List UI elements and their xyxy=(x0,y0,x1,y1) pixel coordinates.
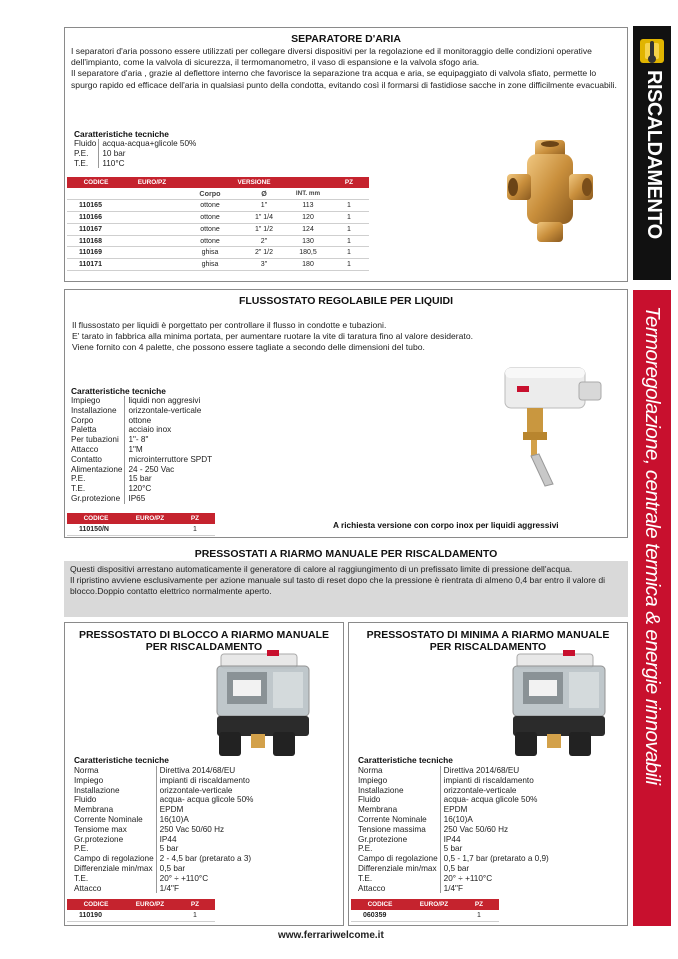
spec-value: 10 bar xyxy=(102,148,126,158)
spec-key: Norma xyxy=(74,766,156,776)
spec-key: Corrente Nominale xyxy=(74,815,156,825)
product-pz: 1 xyxy=(329,235,369,247)
product-price xyxy=(409,910,459,922)
spec-row xyxy=(358,844,549,854)
page-number: 45 xyxy=(646,929,658,940)
product-diameter: 2" 1/2 xyxy=(241,247,287,259)
inox-note: A richiesta versione con corpo inox per liquidi aggressivi xyxy=(333,520,559,530)
spec-row xyxy=(358,766,549,776)
product-pz: 1 xyxy=(459,910,499,922)
spec-row xyxy=(358,864,549,874)
spec-value: ottone xyxy=(128,415,152,425)
header-code: CODICE xyxy=(67,513,125,524)
product-price xyxy=(125,200,179,212)
spec-row xyxy=(74,776,253,786)
spec-value: 0,5 bar xyxy=(443,863,470,873)
spec-value: 1/4"F xyxy=(443,883,463,893)
spec-value: microinterruttore SPDT xyxy=(128,454,213,464)
product-corpo: ottone xyxy=(179,212,241,224)
spec-value: 0,5 - 1,7 bar (pretarato a 0,9) xyxy=(443,854,549,864)
spec-row xyxy=(358,835,549,845)
spec-value: 2 - 4,5 bar (pretarato a 3) xyxy=(159,854,252,864)
title-line: PER RISCALDAMENTO xyxy=(429,641,547,653)
product-int: 180,5 xyxy=(287,247,329,259)
product-corpo: ghisa xyxy=(179,259,241,271)
pressostati-description xyxy=(70,564,626,598)
spec-value: acqua- acqua glicole 50% xyxy=(443,795,538,805)
header-code: CODICE xyxy=(351,899,409,910)
spec-value: orizzontale-verticale xyxy=(443,785,517,795)
spec-row xyxy=(71,465,212,475)
spec-row xyxy=(74,835,253,845)
separatore-description xyxy=(71,46,622,91)
header-code: CODICE xyxy=(67,177,125,188)
table-row xyxy=(67,259,369,271)
specs-title: Caratteristiche tecniche xyxy=(71,386,166,396)
table-row xyxy=(351,910,499,922)
paragraph: Il flussostato per liquidi è porgettato per controllare il flusso in condotte e tubazioni. xyxy=(72,320,387,330)
header-price: EURO/PZ xyxy=(125,899,175,910)
spec-row xyxy=(358,795,549,805)
spec-row xyxy=(71,396,212,406)
spec-value: 0,5 bar xyxy=(159,863,186,873)
spec-row xyxy=(358,884,549,894)
spec-row xyxy=(71,416,212,426)
spec-value: 16(10)A xyxy=(443,814,473,824)
product-pz: 1 xyxy=(175,910,215,922)
section-title: FLUSSOSTATO REGOLABILE PER LIQUIDI xyxy=(238,295,454,307)
spec-row xyxy=(74,766,253,776)
product-table xyxy=(67,177,369,271)
thermometer-icon xyxy=(637,35,667,67)
spec-key: Per tubazioni xyxy=(71,435,125,445)
header-price: EURO/PZ xyxy=(125,177,179,188)
flussostato-section xyxy=(64,289,628,538)
spec-key: Gr.protezione xyxy=(71,494,125,504)
product-code: 110171 xyxy=(67,259,125,271)
product-diameter: 1" 1/4 xyxy=(241,212,287,224)
spec-row xyxy=(71,455,212,465)
spec-value: 250 Vac 50/60 Hz xyxy=(443,824,509,834)
product-code: 110167 xyxy=(67,223,125,235)
spec-row xyxy=(71,484,212,494)
product-price xyxy=(125,247,179,259)
spec-key: Membrana xyxy=(358,805,440,815)
spec-row xyxy=(358,805,549,815)
product-pz: 1 xyxy=(175,524,215,536)
spec-row xyxy=(74,139,196,149)
spec-value: liquidi non aggresivi xyxy=(128,396,201,405)
spec-value: 16(10)A xyxy=(159,814,189,824)
product-diameter: 3" xyxy=(241,259,287,271)
table-row xyxy=(67,200,369,212)
spec-row xyxy=(358,825,549,835)
header-pz: PZ xyxy=(329,177,369,188)
spec-row xyxy=(358,776,549,786)
spec-value: 5 bar xyxy=(443,844,463,854)
header-price: EURO/PZ xyxy=(409,899,459,910)
product-pz: 1 xyxy=(329,200,369,212)
spec-key: Membrana xyxy=(74,805,156,815)
product-diameter: 2" xyxy=(241,235,287,247)
minima-section xyxy=(348,622,628,926)
spec-key: Impiego xyxy=(71,396,125,406)
pressostati-title: PRESSOSTATI A RIARMO MANUALE PER RISCALDAMENTO xyxy=(194,548,498,560)
product-corpo: ottone xyxy=(179,200,241,212)
subheader-int: INT. mm xyxy=(287,188,329,200)
spec-row xyxy=(358,786,549,796)
product-diameter: 1" 1/2 xyxy=(241,223,287,235)
spec-key: Attacco xyxy=(358,884,440,894)
spec-key: Campo di regolazione xyxy=(358,854,440,864)
product-pz: 1 xyxy=(329,247,369,259)
spec-row xyxy=(74,854,253,864)
paragraph: I separatori d'aria possono essere utilizzati per collegare diversi dispositivi per la regolazione ed il monitoraggio delle condizioni operative dell'impianto, come la valvola di sicurezza, il termomanometro, il vaso di espansione e la valvola sfogo aria. xyxy=(71,46,592,68)
product-code: 110168 xyxy=(67,235,125,247)
footer-website-link[interactable]: www.ferrariwelcome.it xyxy=(278,930,384,941)
spec-row xyxy=(358,815,549,825)
specs-list xyxy=(74,139,196,168)
product-int: 120 xyxy=(287,212,329,224)
spec-key: P.E. xyxy=(74,844,156,854)
spec-row xyxy=(74,825,253,835)
product-code: 110169 xyxy=(67,247,125,259)
header-pz: PZ xyxy=(459,899,499,910)
table-row xyxy=(67,247,369,259)
spec-key: P.E. xyxy=(358,844,440,854)
product-price xyxy=(125,212,179,224)
spec-key: Paletta xyxy=(71,425,125,435)
product-table xyxy=(351,899,499,922)
spec-value: Direttiva 2014/68/EU xyxy=(443,766,520,775)
spec-value: 20° ÷ +110°C xyxy=(159,873,209,883)
spec-key: Installazione xyxy=(74,786,156,796)
spec-row xyxy=(71,425,212,435)
spec-value: IP65 xyxy=(128,493,146,503)
spec-key: Gr.protezione xyxy=(358,835,440,845)
product-code: 110150/N xyxy=(67,524,125,536)
spec-key: Tensiome max xyxy=(74,825,156,835)
spec-row xyxy=(74,884,253,894)
spec-row xyxy=(71,445,212,455)
product-code: 110190 xyxy=(67,910,125,922)
spec-value: acqua- acqua glicole 50% xyxy=(159,795,254,805)
spec-key: Fluido xyxy=(74,795,156,805)
spec-value: 1"- 8" xyxy=(128,435,149,445)
spec-key: Impiego xyxy=(358,776,440,786)
product-price xyxy=(125,910,175,922)
spec-value: 120°C xyxy=(128,484,152,494)
product-corpo: ottone xyxy=(179,235,241,247)
product-price xyxy=(125,524,175,536)
spec-value: IP44 xyxy=(159,834,177,844)
spec-value: impianti di riscaldamento xyxy=(159,775,250,785)
separatore-section xyxy=(64,27,628,282)
table-row xyxy=(67,524,215,536)
spec-row xyxy=(74,805,253,815)
paragraph: Questi dispositivi arrestano automaticamente il generatore di calore al raggiungimento di un prefissato limite di pressione dell'acqua. xyxy=(70,564,573,574)
header-code: CODICE xyxy=(67,899,125,910)
spec-row xyxy=(74,149,196,159)
spec-value: 250 Vac 50/60 Hz xyxy=(159,824,225,834)
product-price xyxy=(125,235,179,247)
product-code: 110166 xyxy=(67,212,125,224)
product-int: 113 xyxy=(287,200,329,212)
spec-row xyxy=(74,864,253,874)
spec-key: T.E. xyxy=(71,484,125,494)
spec-key: Attacco xyxy=(74,884,156,894)
paragraph: Il ripristino avviene esclusivamente per azione manuale sul tasto di reset dopo che la pressione è rientrata di almeno 0,4 bar entro il valore di blocco.Doppio contatto elettrico normalmente aperto. xyxy=(70,575,606,597)
spec-value: 15 bar xyxy=(128,474,152,484)
spec-key: Differenziale min/max xyxy=(358,864,440,874)
spec-key: Contatto xyxy=(71,455,125,465)
spec-value: 1"M xyxy=(128,444,143,454)
spec-value: impianti di riscaldamento xyxy=(443,775,534,785)
sidebar-subtitle: Termoregolazione, centrale termica & energie rinnovabili xyxy=(641,306,664,785)
product-int: 180 xyxy=(287,259,329,271)
spec-key: Differenziale min/max xyxy=(74,864,156,874)
spec-row xyxy=(71,406,212,416)
subheader-corpo: Corpo xyxy=(179,188,241,200)
spec-key: Tensione massima xyxy=(358,825,440,835)
header-pz: PZ xyxy=(175,513,215,524)
product-corpo: ghisa xyxy=(179,247,241,259)
pressostati-description-band xyxy=(64,561,628,617)
spec-key: T.E. xyxy=(358,874,440,884)
spec-row xyxy=(71,474,212,484)
spec-row xyxy=(358,854,549,864)
product-pz: 1 xyxy=(329,223,369,235)
spec-key: Impiego xyxy=(74,776,156,786)
product-table xyxy=(67,899,215,922)
spec-value: Direttiva 2014/68/EU xyxy=(159,766,236,775)
spec-key: Campo di regolazione xyxy=(74,854,156,864)
product-price xyxy=(125,259,179,271)
table-row xyxy=(67,212,369,224)
paragraph: Viene fornito con 4 palette, che possono essere tagliate a secondo delle dimensioni del tubo. xyxy=(72,342,425,353)
spec-row xyxy=(358,874,549,884)
product-int: 130 xyxy=(287,235,329,247)
spec-key: T.E. xyxy=(74,874,156,884)
pressure-switch-image xyxy=(509,650,615,760)
spec-key: Installazione xyxy=(358,786,440,796)
header-price: EURO/PZ xyxy=(125,513,175,524)
product-price xyxy=(125,223,179,235)
table-row xyxy=(67,235,369,247)
spec-value: EPDM xyxy=(443,805,468,815)
specs-list xyxy=(71,396,212,504)
category-label: RISCALDAMENTO xyxy=(643,70,665,239)
specs-title: Caratteristiche tecniche xyxy=(358,755,453,765)
spec-key: Attacco xyxy=(71,445,125,455)
table-row xyxy=(67,223,369,235)
flow-switch-image xyxy=(497,360,605,490)
spec-value: orizzontale-verticale xyxy=(159,785,233,795)
product-corpo: ottone xyxy=(179,223,241,235)
spec-key: Alimentazione xyxy=(71,465,125,475)
paragraph: E' tarato in fabbrica alla minima portata, per aumentare ruotare la vite di taratura fino al valore desiderato. xyxy=(72,331,473,342)
spec-value: 5 bar xyxy=(159,844,179,854)
spec-row xyxy=(74,795,253,805)
spec-key: Fluido xyxy=(358,795,440,805)
specs-title: Caratteristiche tecniche xyxy=(74,129,169,139)
spec-row xyxy=(74,874,253,884)
product-table xyxy=(67,513,215,536)
spec-key: P.E. xyxy=(71,474,125,484)
spec-value: acciaio inox xyxy=(128,425,172,435)
spec-value: 20° ÷ +110°C xyxy=(443,873,493,883)
spec-key: Corrente Nominale xyxy=(358,815,440,825)
spec-value: EPDM xyxy=(159,805,184,815)
spec-row xyxy=(74,815,253,825)
header-pz: PZ xyxy=(175,899,215,910)
section-title: SEPARATORE D'ARIA xyxy=(291,33,401,45)
product-int: 124 xyxy=(287,223,329,235)
flussostato-description xyxy=(72,320,612,354)
paragraph: Il separatore d'aria , grazie al deflettore interno che favorisce la separazione tra acqua e aria, se equipaggiato di valvola sfiato, permette lo spurgo rapido ed efficace dell'aria in qualsiasi punto della condotta, evitando così il formarsi di fastidiose sacche in zone difficilmente evacuabili. xyxy=(71,68,617,90)
spec-value: IP44 xyxy=(443,834,461,844)
blocco-section xyxy=(64,622,344,926)
spec-key: Installazione xyxy=(71,406,125,416)
specs-title: Caratteristiche tecniche xyxy=(74,755,169,765)
spec-row xyxy=(71,435,212,445)
title-line: PRESSOSTATO DI MINIMA A RIARMO MANUALE xyxy=(366,629,610,641)
spec-value: 1/4"F xyxy=(159,883,179,893)
header-versions: VERSIONE xyxy=(179,177,329,188)
spec-key: Fluido xyxy=(74,139,99,149)
title-line: PER RISCALDAMENTO xyxy=(145,641,263,653)
spec-row xyxy=(74,159,196,169)
spec-key: Gr.protezione xyxy=(74,835,156,845)
spec-value: acqua-acqua+glicole 50% xyxy=(102,139,197,148)
product-code: 110165 xyxy=(67,200,125,212)
spec-value: orizzontale-verticale xyxy=(128,405,202,415)
title-line: PRESSOSTATO DI BLOCCO A RIARMO MANUALE xyxy=(78,629,330,641)
table-row xyxy=(67,910,215,922)
subheader-diameter: Ø xyxy=(241,188,287,200)
spec-value: 110°C xyxy=(102,158,125,168)
spec-key: Corpo xyxy=(71,416,125,426)
specs-list xyxy=(74,766,253,893)
pressure-switch-image xyxy=(213,650,319,760)
product-diameter: 1" xyxy=(241,200,287,212)
product-code: 060359 xyxy=(351,910,409,922)
spec-row xyxy=(71,494,212,504)
spec-key: Norma xyxy=(358,766,440,776)
spec-row xyxy=(74,844,253,854)
spec-key: T.E. xyxy=(74,159,99,169)
spec-row xyxy=(74,786,253,796)
product-pz: 1 xyxy=(329,259,369,271)
specs-list xyxy=(358,766,549,893)
air-separator-image xyxy=(505,136,595,248)
spec-key: P.E. xyxy=(74,149,99,159)
product-pz: 1 xyxy=(329,212,369,224)
spec-value: 24 - 250 Vac xyxy=(128,464,175,474)
